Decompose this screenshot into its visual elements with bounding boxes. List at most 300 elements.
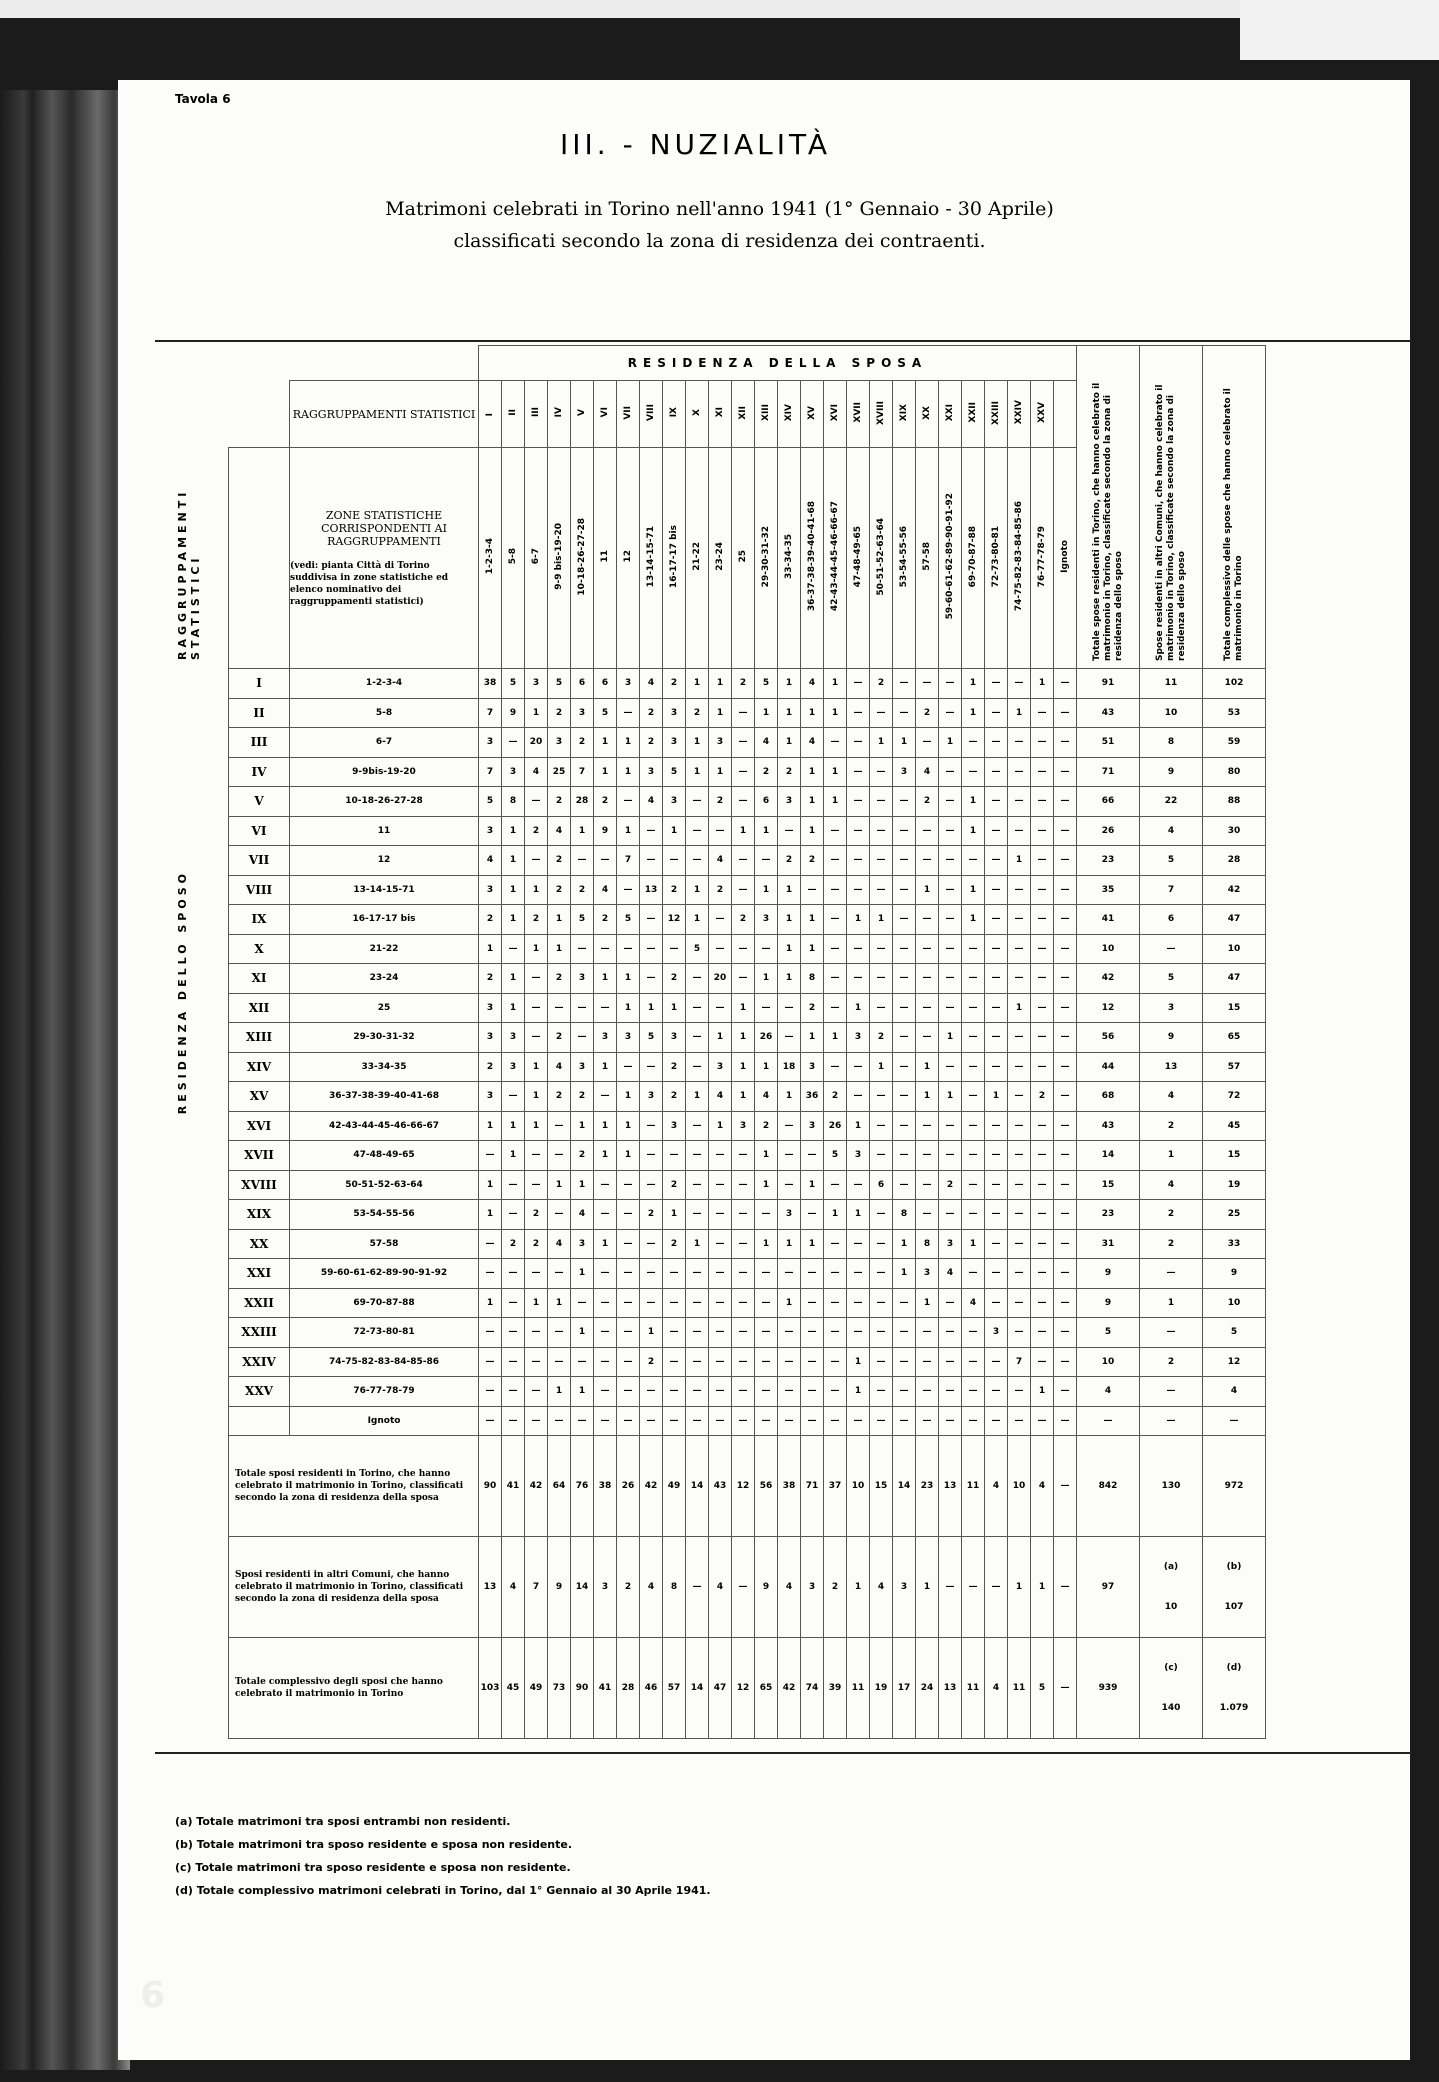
table-cell: 3 <box>663 1111 686 1141</box>
table-cell: — <box>732 1377 755 1407</box>
table-cell: — <box>985 669 1008 699</box>
header-total-1: Totale spose residenti in Torino, che hanno celebrato il matrimonio in Torino, classificate secondo la zona di residenza dello sposo <box>1077 346 1140 669</box>
table-cell: 6 <box>571 669 594 699</box>
table-cell: 1 <box>617 1141 640 1171</box>
table-cell: 8 <box>801 964 824 994</box>
table-cell: 3 <box>801 1052 824 1082</box>
table-cell: 1 <box>778 1229 801 1259</box>
col-zone-16: 42-43-44-45-46-66-67 <box>824 448 847 669</box>
table-cell: — <box>870 1288 893 1318</box>
table-cell: — <box>778 1259 801 1289</box>
table-cell: 2 <box>640 1347 663 1377</box>
table-cell: — <box>663 1377 686 1407</box>
table-cell: — <box>847 1229 870 1259</box>
table-cell: 2 <box>916 787 939 817</box>
header-raggruppamenti: RAGGRUPPAMENTI STATISTICI <box>290 381 479 448</box>
table-cell: 5 <box>755 669 778 699</box>
header-total-2: Spose residenti in altri Comuni, che hanno celebrato il matrimonio in Torino, classificate secondo la zona di residenza dello sposo <box>1140 346 1203 669</box>
table-cell: — <box>870 846 893 876</box>
table-cell: 3 <box>709 728 732 758</box>
table-cell: — <box>663 1141 686 1171</box>
table-cell: — <box>824 1288 847 1318</box>
table-cell: 1 <box>502 1141 525 1171</box>
table-cell: — <box>686 1111 709 1141</box>
table-cell: 4 <box>548 816 571 846</box>
table-cell: 3 <box>571 964 594 994</box>
table-row <box>229 1259 1266 1289</box>
table-cell: — <box>778 993 801 1023</box>
table-cell: — <box>893 1347 916 1377</box>
total-row-cell: 76 <box>571 1436 594 1537</box>
table-cell: 2 <box>870 1023 893 1053</box>
table-cell: — <box>686 787 709 817</box>
col-zone-17: 47-48-49-65 <box>847 448 870 669</box>
table-cell: — <box>617 1318 640 1348</box>
total-row-cell: 46 <box>640 1638 663 1739</box>
table-cell: — <box>1008 964 1031 994</box>
table-cell: — <box>709 1318 732 1348</box>
total-row-cell: 4 <box>985 1638 1008 1739</box>
table-cell: — <box>594 1347 617 1377</box>
table-cell: — <box>686 1259 709 1289</box>
total-cell: 68 <box>1077 1082 1140 1112</box>
table-cell: — <box>1008 1259 1031 1289</box>
table-cell: 5 <box>686 934 709 964</box>
footnotes <box>175 1810 711 1902</box>
table-cell: — <box>893 1170 916 1200</box>
table-cell: — <box>939 846 962 876</box>
table-row <box>229 846 1266 876</box>
table-cell: — <box>525 1259 548 1289</box>
table-cell: — <box>1008 1141 1031 1171</box>
table-cell: — <box>663 1347 686 1377</box>
total-cell: 35 <box>1077 875 1140 905</box>
table-cell: — <box>709 934 732 964</box>
table-cell: — <box>939 1052 962 1082</box>
table-cell: — <box>663 846 686 876</box>
row-roman: XVII <box>229 1141 290 1171</box>
total-row-cell: 2 <box>824 1537 847 1638</box>
total-cell: 33 <box>1203 1229 1266 1259</box>
table-cell: — <box>870 757 893 787</box>
table-cell: 2 <box>663 1229 686 1259</box>
table-cell: — <box>824 1170 847 1200</box>
table-cell: — <box>502 1318 525 1348</box>
table-cell: — <box>893 1288 916 1318</box>
table-cell: 1 <box>778 1288 801 1318</box>
table-cell: — <box>778 1406 801 1436</box>
table-cell: — <box>1031 993 1054 1023</box>
col-roman-2: II <box>502 381 525 448</box>
total-cell: 10 <box>1077 1347 1140 1377</box>
table-cell: 2 <box>548 1023 571 1053</box>
table-cell: — <box>548 993 571 1023</box>
table-cell: 1 <box>755 1141 778 1171</box>
table-cell: — <box>847 1406 870 1436</box>
table-cell: 4 <box>479 846 502 876</box>
table-cell: — <box>686 1141 709 1171</box>
col-zone-1: 1-2-3-4 <box>479 448 502 669</box>
table-cell: 3 <box>732 1111 755 1141</box>
total-cell: 4 <box>1140 816 1203 846</box>
table-cell: 2 <box>663 964 686 994</box>
table-cell: — <box>939 757 962 787</box>
total-row <box>229 1638 1266 1739</box>
table-cell: — <box>686 1406 709 1436</box>
total-row-cell: — <box>1054 1537 1077 1638</box>
table-cell: — <box>1054 993 1077 1023</box>
col-roman-15: XV <box>801 381 824 448</box>
table-cell: — <box>870 698 893 728</box>
table-cell: — <box>709 1170 732 1200</box>
table-cell: — <box>594 1377 617 1407</box>
col-zone-25: 76-77-78-79 <box>1031 448 1054 669</box>
table-cell: — <box>479 1377 502 1407</box>
table-cell: 2 <box>755 1111 778 1141</box>
total-row-cell: 14 <box>686 1638 709 1739</box>
total-row-cell: 7 <box>525 1537 548 1638</box>
row-zone: 59-60-61-62-89-90-91-92 <box>290 1259 479 1289</box>
table-cell: — <box>778 1023 801 1053</box>
table-cell: 5 <box>663 757 686 787</box>
col-zone-26: Ignoto <box>1054 448 1077 669</box>
table-cell: — <box>1031 1023 1054 1053</box>
total-cell: 15 <box>1077 1170 1140 1200</box>
table-cell: 1 <box>824 757 847 787</box>
row-roman: XI <box>229 964 290 994</box>
total-row-cell: 11 <box>847 1638 870 1739</box>
table-cell: 3 <box>709 1052 732 1082</box>
table-cell: 4 <box>548 1229 571 1259</box>
table-cell: 7 <box>479 757 502 787</box>
table-cell: — <box>686 1200 709 1230</box>
table-cell: 1 <box>502 875 525 905</box>
table-cell: — <box>732 787 755 817</box>
table-cell: 5 <box>594 698 617 728</box>
table-row <box>229 698 1266 728</box>
row-zone: 76-77-78-79 <box>290 1377 479 1407</box>
table-cell: — <box>939 1288 962 1318</box>
table-cell: — <box>755 1377 778 1407</box>
table-cell: — <box>571 1406 594 1436</box>
table-cell: 1 <box>755 964 778 994</box>
row-roman: IX <box>229 905 290 935</box>
table-cell: 2 <box>525 905 548 935</box>
table-cell: 2 <box>640 728 663 758</box>
table-row <box>229 1170 1266 1200</box>
table-cell: 3 <box>893 757 916 787</box>
table-cell: — <box>617 1406 640 1436</box>
page-number: 6 <box>140 1975 166 2016</box>
table-cell: 2 <box>640 1200 663 1230</box>
table-cell: 2 <box>939 1170 962 1200</box>
table-cell: 1 <box>479 1170 502 1200</box>
table-cell: 1 <box>686 1229 709 1259</box>
row-zone: 21-22 <box>290 934 479 964</box>
row-roman: XV <box>229 1082 290 1112</box>
table-cell: 1 <box>962 698 985 728</box>
table-cell: — <box>985 816 1008 846</box>
table-cell: — <box>640 1377 663 1407</box>
col-roman-7: VII <box>617 381 640 448</box>
table-cell: 4 <box>962 1288 985 1318</box>
total-row-cell: — <box>985 1537 1008 1638</box>
table-cell: 28 <box>571 787 594 817</box>
col-zone-20: 57-58 <box>916 448 939 669</box>
total-cell: 10 <box>1203 1288 1266 1318</box>
total-cell: 6 <box>1140 905 1203 935</box>
table-cell: — <box>571 934 594 964</box>
table-cell: — <box>755 1406 778 1436</box>
table-cell: 1 <box>778 1082 801 1112</box>
table-cell: — <box>640 1052 663 1082</box>
table-cell: — <box>893 1111 916 1141</box>
table-cell: 1 <box>594 728 617 758</box>
table-cell: 1 <box>525 1052 548 1082</box>
table-cell: 1 <box>755 816 778 846</box>
table-cell: — <box>916 728 939 758</box>
col-roman-11: XI <box>709 381 732 448</box>
table-cell: 2 <box>732 905 755 935</box>
table-cell: — <box>847 669 870 699</box>
total-row-cell: 49 <box>663 1436 686 1537</box>
table-cell: 13 <box>640 875 663 905</box>
table-cell: 1 <box>778 669 801 699</box>
row-roman: XIV <box>229 1052 290 1082</box>
col-roman-5: V <box>571 381 594 448</box>
table-cell: — <box>824 1052 847 1082</box>
total-cell: 5 <box>1140 964 1203 994</box>
total-cell: 2 <box>1140 1347 1203 1377</box>
total-row-cell: 64 <box>548 1436 571 1537</box>
table-cell: — <box>870 1318 893 1348</box>
table-cell: — <box>686 816 709 846</box>
table-cell: — <box>870 787 893 817</box>
table-cell: — <box>525 1170 548 1200</box>
table-cell: 1 <box>571 1111 594 1141</box>
table-cell: — <box>640 905 663 935</box>
scan-border-top <box>0 0 1439 18</box>
table-cell: — <box>594 993 617 1023</box>
total-row-cell: 74 <box>801 1638 824 1739</box>
total-row-cell: 24 <box>916 1638 939 1739</box>
table-cell: — <box>916 993 939 1023</box>
total-cell: 59 <box>1203 728 1266 758</box>
table-cell: 1 <box>778 728 801 758</box>
total-row-cell: 4 <box>778 1537 801 1638</box>
table-cell: — <box>916 1141 939 1171</box>
tavola-label: Tavola 6 <box>175 92 231 106</box>
table-cell: 1 <box>732 1082 755 1112</box>
row-zone: 72-73-80-81 <box>290 1318 479 1348</box>
table-cell: — <box>1054 698 1077 728</box>
table-cell: — <box>502 1377 525 1407</box>
table-cell: — <box>962 1318 985 1348</box>
row-roman: I <box>229 669 290 699</box>
total-row-cell: 8 <box>663 1537 686 1638</box>
table-cell: 1 <box>571 1318 594 1348</box>
row-roman: VIII <box>229 875 290 905</box>
table-cell: 3 <box>617 1023 640 1053</box>
table-cell: — <box>893 934 916 964</box>
table-cell: 2 <box>824 1082 847 1112</box>
table-cell: — <box>870 1229 893 1259</box>
row-zone: 12 <box>290 846 479 876</box>
table-cell: — <box>1031 1318 1054 1348</box>
table-cell: — <box>824 1229 847 1259</box>
table-cell: 2 <box>548 1082 571 1112</box>
table-cell: 5 <box>640 1023 663 1053</box>
total-row-cell: 4 <box>870 1537 893 1638</box>
total-row-cell: 45 <box>502 1638 525 1739</box>
table-cell: — <box>1031 1406 1054 1436</box>
total-row-label: Totale sposi residenti in Torino, che hanno celebrato il matrimonio in Torino, classificati secondo la zona di residenza della sposa <box>229 1436 479 1537</box>
table-cell: — <box>479 1318 502 1348</box>
table-cell: — <box>985 1347 1008 1377</box>
total-row-cell: 1 <box>847 1537 870 1638</box>
table-cell: 26 <box>824 1111 847 1141</box>
table-cell: — <box>870 1377 893 1407</box>
table-cell: — <box>824 934 847 964</box>
total-cell: 43 <box>1077 1111 1140 1141</box>
table-cell: 2 <box>916 698 939 728</box>
table-cell: — <box>640 1288 663 1318</box>
table-cell: — <box>847 1052 870 1082</box>
side-label-residenza-sposo: RESIDENZA DELLO SPOSO <box>176 870 189 1115</box>
table-cell: 1 <box>594 964 617 994</box>
table-cell: 3 <box>663 728 686 758</box>
table-cell: — <box>594 846 617 876</box>
table-cell: 1 <box>640 1318 663 1348</box>
table-cell: — <box>755 846 778 876</box>
table-cell: — <box>962 1406 985 1436</box>
table-cell: — <box>916 934 939 964</box>
table-cell: — <box>1054 1377 1077 1407</box>
table-cell: 3 <box>916 1259 939 1289</box>
table-cell: — <box>732 1318 755 1348</box>
table-cell: 1 <box>594 757 617 787</box>
total-cell: 91 <box>1077 669 1140 699</box>
table-cell: 1 <box>801 816 824 846</box>
table-cell: 8 <box>502 787 525 817</box>
table-cell: — <box>686 1347 709 1377</box>
table-cell: 4 <box>640 787 663 817</box>
total-cell: 14 <box>1077 1141 1140 1171</box>
table-cell: — <box>755 1259 778 1289</box>
col-roman-ignoto <box>1054 381 1077 448</box>
table-cell: — <box>1031 1259 1054 1289</box>
table-cell: — <box>893 1023 916 1053</box>
table-cell: — <box>548 1318 571 1348</box>
row-roman: XXIV <box>229 1347 290 1377</box>
table-cell: — <box>640 816 663 846</box>
total-row-cell: 13 <box>479 1537 502 1638</box>
table-cell: 1 <box>801 698 824 728</box>
table-cell: — <box>870 1347 893 1377</box>
table-cell: — <box>755 993 778 1023</box>
table-cell: 1 <box>893 1259 916 1289</box>
total-cell: 4 <box>1140 1082 1203 1112</box>
table-cell: — <box>847 787 870 817</box>
footnote-a: (a) Totale matrimoni tra sposi entrambi non residenti. <box>175 1815 511 1828</box>
table-cell: 1 <box>709 669 732 699</box>
table-cell: — <box>985 1377 1008 1407</box>
total-row-label: Sposi residenti in altri Comuni, che hanno celebrato il matrimonio in Torino, classificati secondo la zona di residenza della sposa <box>229 1537 479 1638</box>
total-cell: 43 <box>1077 698 1140 728</box>
grand-total-cell: 842 <box>1077 1436 1140 1537</box>
table-cell: — <box>1031 1229 1054 1259</box>
table-cell: 3 <box>939 1229 962 1259</box>
table-cell: — <box>1054 1288 1077 1318</box>
table-cell: 9 <box>594 816 617 846</box>
table-cell: — <box>617 934 640 964</box>
table-cell: — <box>778 1170 801 1200</box>
table-cell: — <box>1054 905 1077 935</box>
table-cell: — <box>525 787 548 817</box>
table-cell: 1 <box>801 1229 824 1259</box>
table-cell: — <box>893 787 916 817</box>
table-cell: — <box>847 757 870 787</box>
table-cell: — <box>939 1141 962 1171</box>
table-cell: 1 <box>571 1377 594 1407</box>
table-cell: — <box>732 846 755 876</box>
table-cell: 1 <box>778 698 801 728</box>
table-cell: — <box>1031 1288 1054 1318</box>
total-row-cell: — <box>686 1537 709 1638</box>
total-cell: 31 <box>1077 1229 1140 1259</box>
total-cell: 10 <box>1077 934 1140 964</box>
table-cell: — <box>962 757 985 787</box>
table-cell: — <box>525 964 548 994</box>
total-row-cell: 4 <box>502 1537 525 1638</box>
table-cell: 1 <box>709 698 732 728</box>
table-cell: — <box>548 1347 571 1377</box>
table-cell: 1 <box>916 1052 939 1082</box>
table-cell: — <box>709 816 732 846</box>
table-cell: 2 <box>870 669 893 699</box>
table-cell: 1 <box>847 1111 870 1141</box>
table-row <box>229 669 1266 699</box>
row-zone: 9-9bis-19-20 <box>290 757 479 787</box>
table-cell: — <box>870 1406 893 1436</box>
row-zone: 42-43-44-45-46-66-67 <box>290 1111 479 1141</box>
total-row-cell: 3 <box>893 1537 916 1638</box>
total-row-cell: 1 <box>1031 1537 1054 1638</box>
total-row-cell: 38 <box>778 1436 801 1537</box>
table-cell: 2 <box>525 816 548 846</box>
grand-total-cell: 939 <box>1077 1638 1140 1739</box>
table-cell: — <box>870 934 893 964</box>
table-row <box>229 875 1266 905</box>
table-cell: — <box>847 964 870 994</box>
table-cell: 3 <box>525 669 548 699</box>
col-roman-20: XX <box>916 381 939 448</box>
table-cell: 1 <box>824 669 847 699</box>
table-cell: — <box>594 1170 617 1200</box>
table-cell: 3 <box>847 1141 870 1171</box>
table-cell: — <box>985 1141 1008 1171</box>
table-cell: — <box>893 669 916 699</box>
total-row-cell: 11 <box>962 1436 985 1537</box>
table-cell: — <box>571 993 594 1023</box>
table-cell: 3 <box>617 669 640 699</box>
table-cell: — <box>1054 1170 1077 1200</box>
total-cell: 15 <box>1203 993 1266 1023</box>
table-cell: — <box>686 1023 709 1053</box>
table-cell: — <box>709 1259 732 1289</box>
col-zone-3: 6-7 <box>525 448 548 669</box>
total-cell: 12 <box>1077 993 1140 1023</box>
